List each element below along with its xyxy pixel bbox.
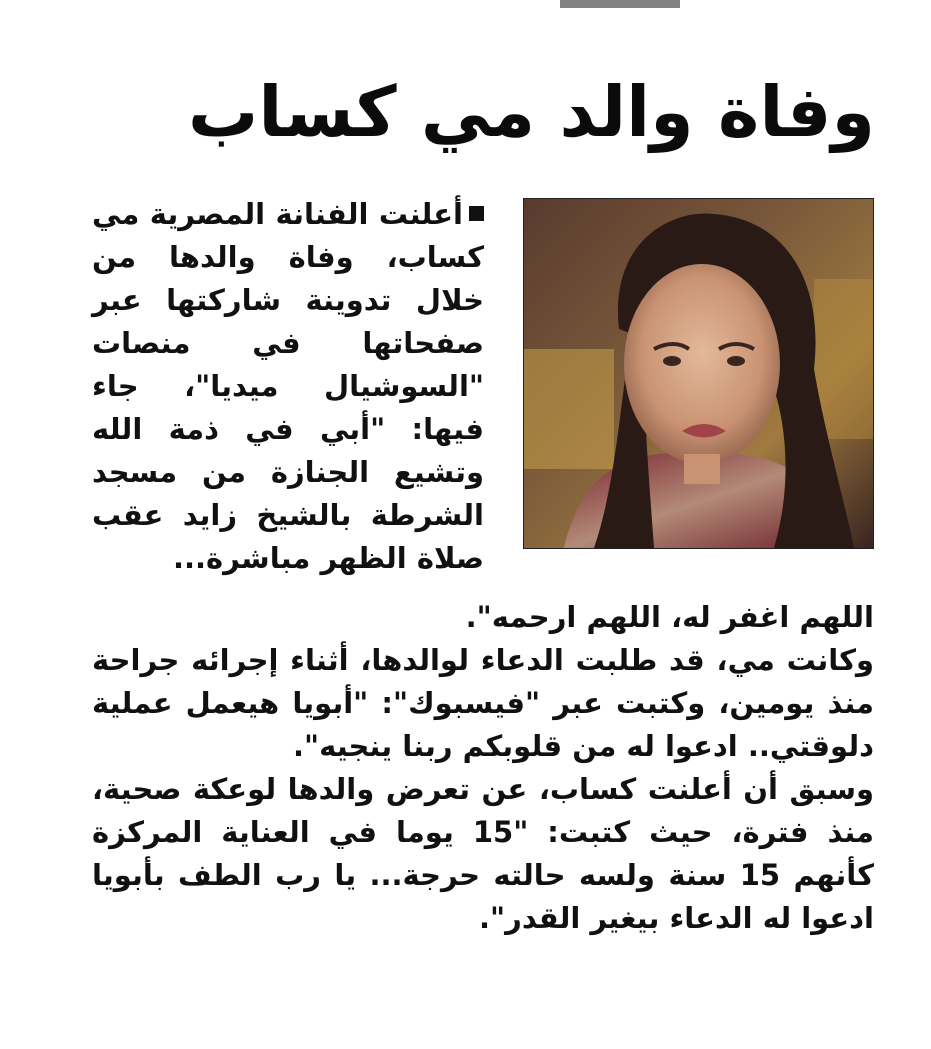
paragraph-2: وكانت مي، قد طلبت الدعاء لوالدها، أثناء إجرائه جراحة منذ يومين، وكتبت عبر "فيسبوك": "أبويا هيعمل عملية دلوقتي.. ادعوا له من قلوبكم ربنا ينجيه". — [92, 643, 874, 763]
intro-text: أعلنت الفنانة المصرية مي كساب، وفاة والدها من خلال تدوينة شاركتها عبر صفحاتها في منصات "السوشيال ميديا"، جاء فيها: "أبي في ذمة الله وتشيع الجنازة من مسجد الشرطة بالشيخ زايد عقب صلاة الظهر مباشرة... — [92, 197, 484, 575]
paragraph-3: وسبق أن أعلنت كساب، عن تعرض والدها لوعكة صحية، منذ فترة، حيث كتبت: "15 يوما في العناية المركزة كأنهم 15 سنة ولسه حالته حرجة... يا رب الطف بأبويا ادعوا له الدعاء بيغير القدر". — [92, 772, 875, 935]
intro-paragraph — [92, 193, 484, 580]
headline: وفاة والد مي كساب — [187, 71, 875, 153]
intro-continuation: اللهم اغفر له، اللهم ارحمه". — [465, 600, 874, 634]
body-column — [92, 596, 874, 940]
article-photo — [523, 198, 874, 549]
top-rule — [560, 0, 680, 8]
bullet-square-icon — [469, 206, 484, 221]
portrait-photo-icon — [524, 199, 873, 548]
intro-column — [92, 193, 484, 580]
